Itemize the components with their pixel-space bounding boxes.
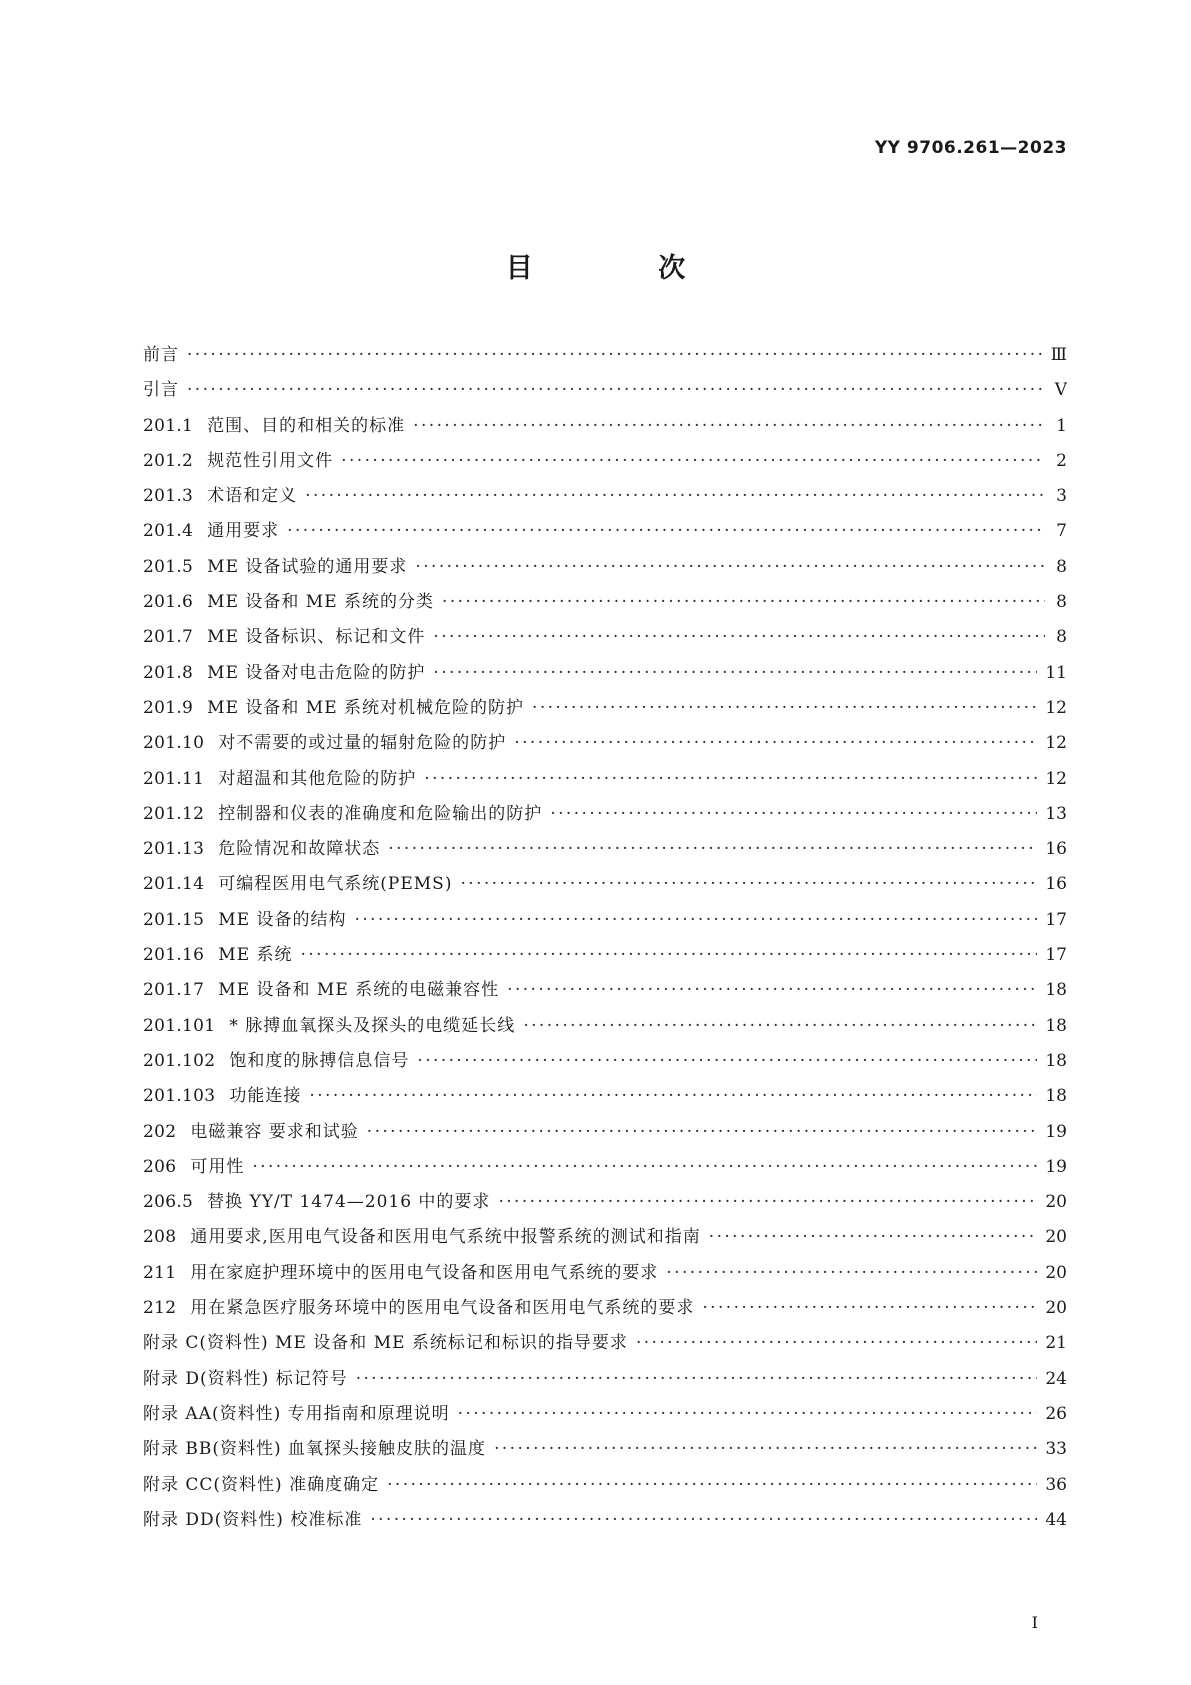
toc-entry-page: 20 bbox=[1045, 1192, 1067, 1213]
toc-entry[interactable] bbox=[143, 838, 1067, 873]
toc-entry[interactable] bbox=[143, 591, 1067, 626]
toc-entry-label: 对不需要的或过量的辐射危险的防护 bbox=[218, 733, 507, 754]
toc-entry-number: 201.8 bbox=[143, 662, 194, 683]
dot-leader bbox=[413, 415, 1045, 437]
dot-leader bbox=[709, 1226, 1038, 1248]
toc-entry[interactable] bbox=[143, 1226, 1067, 1261]
toc-entry[interactable] bbox=[143, 1121, 1067, 1156]
toc-entry-label: 控制器和仪表的准确度和危险输出的防护 bbox=[218, 803, 543, 824]
dot-leader bbox=[341, 450, 1045, 472]
toc-entry-label: 饱和度的脉搏信息信号 bbox=[229, 1050, 410, 1071]
toc-entry-label: 附录 D(资料性) 标记符号 bbox=[143, 1368, 348, 1389]
toc-entry[interactable] bbox=[143, 1438, 1067, 1473]
toc-entry-label: 用在紧急医疗服务环境中的医用电气设备和医用电气系统的要求 bbox=[190, 1298, 695, 1319]
toc-entry-page: 21 bbox=[1045, 1333, 1067, 1354]
dot-leader bbox=[498, 1191, 1037, 1213]
toc-entry-number: 201.12 bbox=[143, 803, 205, 824]
toc-entry[interactable] bbox=[143, 1191, 1067, 1226]
toc-entry[interactable] bbox=[143, 909, 1067, 944]
toc-entry-page: 13 bbox=[1045, 803, 1067, 824]
toc-entry-label: ME 设备标识、标记和文件 bbox=[207, 627, 426, 648]
dot-leader bbox=[424, 768, 1037, 790]
toc-entry-label: 附录 C(资料性) ME 设备和 ME 系统标记和标识的指导要求 bbox=[143, 1333, 628, 1354]
toc-entry-number: 201.17 bbox=[143, 980, 205, 1001]
toc-entry[interactable] bbox=[143, 944, 1067, 979]
toc-entry-label: ME 设备试验的通用要求 bbox=[207, 556, 408, 577]
dot-leader bbox=[187, 344, 1043, 366]
toc-entry-page: 12 bbox=[1045, 768, 1067, 789]
dot-leader bbox=[550, 803, 1037, 825]
page-title: 目 次 bbox=[505, 253, 744, 284]
dot-leader bbox=[309, 1085, 1037, 1107]
toc-entry-number: 201.5 bbox=[143, 556, 194, 577]
toc-entry-number: 201.4 bbox=[143, 521, 194, 542]
standard-code: YY 9706.261—2023 bbox=[874, 138, 1067, 158]
dot-leader bbox=[356, 1368, 1038, 1390]
dot-leader bbox=[355, 909, 1038, 931]
toc-entry-page: 18 bbox=[1045, 1050, 1067, 1071]
toc-entry-page: 12 bbox=[1045, 733, 1067, 754]
dot-leader bbox=[636, 1332, 1037, 1354]
dot-leader bbox=[702, 1297, 1037, 1319]
toc-entry-page: 12 bbox=[1045, 697, 1067, 718]
toc-entry-number: 208 bbox=[143, 1227, 177, 1248]
toc-entry-page: 24 bbox=[1045, 1368, 1067, 1389]
toc-entry-page: 8 bbox=[1056, 556, 1067, 577]
toc-entry-label: 附录 AA(资料性) 专用指南和原理说明 bbox=[143, 1403, 450, 1424]
toc-entry-page: 8 bbox=[1056, 592, 1067, 613]
dot-leader bbox=[442, 591, 1045, 613]
table-of-contents bbox=[143, 344, 1067, 1544]
toc-entry-number: 201.6 bbox=[143, 592, 194, 613]
toc-entry-label: 规范性引用文件 bbox=[207, 450, 334, 471]
toc-entry-number: 201.14 bbox=[143, 874, 205, 895]
toc-entry[interactable] bbox=[143, 520, 1067, 555]
dot-leader bbox=[417, 1050, 1037, 1072]
toc-entry-number: 206.5 bbox=[143, 1192, 194, 1213]
toc-entry[interactable] bbox=[143, 485, 1067, 520]
toc-entry[interactable] bbox=[143, 979, 1067, 1014]
dot-leader bbox=[370, 1509, 1037, 1531]
dot-leader bbox=[387, 1474, 1037, 1496]
dot-leader bbox=[666, 1262, 1037, 1284]
page-number: Ⅰ bbox=[1031, 1613, 1038, 1632]
dot-leader bbox=[532, 697, 1037, 719]
dot-leader bbox=[514, 732, 1037, 754]
toc-entry-page: 2 bbox=[1056, 450, 1067, 471]
toc-entry-number: 201.2 bbox=[143, 450, 194, 471]
toc-entry-label: 前言 bbox=[143, 345, 179, 365]
toc-entry[interactable] bbox=[143, 1474, 1067, 1509]
toc-entry[interactable] bbox=[143, 556, 1067, 591]
toc-entry[interactable] bbox=[143, 626, 1067, 661]
toc-entry-page: 16 bbox=[1045, 839, 1067, 860]
toc-entry-page: 19 bbox=[1045, 1156, 1067, 1177]
toc-entry-number: 201.15 bbox=[143, 909, 205, 930]
toc-entry-label: ME 设备对电击危险的防护 bbox=[207, 662, 426, 683]
dot-leader bbox=[415, 556, 1045, 578]
toc-entry-number: 201.102 bbox=[143, 1050, 216, 1071]
toc-entry[interactable] bbox=[143, 662, 1067, 697]
toc-entry-number: 211 bbox=[143, 1262, 177, 1283]
toc-entry[interactable] bbox=[143, 450, 1067, 485]
toc-entry[interactable] bbox=[143, 1368, 1067, 1403]
toc-entry-page: 1 bbox=[1056, 415, 1067, 436]
toc-entry-page: 17 bbox=[1045, 909, 1067, 930]
toc-entry-number: 201.13 bbox=[143, 839, 205, 860]
dot-leader bbox=[388, 838, 1037, 860]
toc-entry-label: 替换 YY/T 1474—2016 中的要求 bbox=[207, 1192, 491, 1213]
toc-entry-label: 功能连接 bbox=[229, 1086, 302, 1107]
toc-entry-page: 26 bbox=[1045, 1403, 1067, 1424]
toc-entry-label: ME 设备和 ME 系统对机械危险的防护 bbox=[207, 697, 525, 718]
toc-entry-page: 20 bbox=[1045, 1227, 1067, 1248]
toc-entry-number: 212 bbox=[143, 1298, 177, 1319]
toc-entry-number: 202 bbox=[143, 1121, 177, 1142]
dot-leader bbox=[287, 520, 1045, 542]
toc-entry-page: Ⅴ bbox=[1054, 380, 1067, 401]
dot-leader bbox=[460, 873, 1037, 895]
toc-entry[interactable] bbox=[143, 1509, 1067, 1544]
toc-entry-label: ME 设备和 ME 系统的分类 bbox=[207, 592, 435, 613]
dot-leader bbox=[305, 485, 1045, 507]
toc-entry[interactable] bbox=[143, 768, 1067, 803]
toc-entry[interactable] bbox=[143, 1262, 1067, 1297]
toc-entry[interactable] bbox=[143, 1403, 1067, 1438]
toc-entry-number: 201.1 bbox=[143, 415, 194, 436]
toc-entry-label: ME 设备和 ME 系统的电磁兼容性 bbox=[218, 980, 500, 1001]
toc-entry[interactable] bbox=[143, 379, 1067, 414]
toc-entry-number: 201.103 bbox=[143, 1086, 216, 1107]
toc-entry-page: 20 bbox=[1045, 1262, 1067, 1283]
toc-entry-number: 201.7 bbox=[143, 627, 194, 648]
toc-entry[interactable] bbox=[143, 1015, 1067, 1050]
toc-entry-label: 通用要求,医用电气设备和医用电气系统中报警系统的测试和指南 bbox=[190, 1227, 701, 1248]
toc-entry-label: * 脉搏血氧探头及探头的电缆延长线 bbox=[229, 1015, 516, 1036]
toc-entry[interactable] bbox=[143, 1050, 1067, 1085]
toc-entry-page: 19 bbox=[1045, 1121, 1067, 1142]
toc-entry-page: 7 bbox=[1056, 521, 1067, 542]
toc-entry[interactable] bbox=[143, 732, 1067, 767]
toc-entry[interactable] bbox=[143, 873, 1067, 908]
toc-entry-page: 36 bbox=[1045, 1474, 1067, 1495]
toc-entry-page: 18 bbox=[1045, 980, 1067, 1001]
dot-leader bbox=[458, 1403, 1038, 1425]
toc-entry[interactable] bbox=[143, 803, 1067, 838]
dot-leader bbox=[433, 662, 1037, 684]
toc-entry-page: 20 bbox=[1045, 1298, 1067, 1319]
toc-entry-page: 18 bbox=[1045, 1086, 1067, 1107]
toc-entry-label: 危险情况和故障状态 bbox=[218, 839, 381, 860]
dot-leader bbox=[367, 1121, 1038, 1143]
toc-entry[interactable] bbox=[143, 1332, 1067, 1367]
toc-entry[interactable] bbox=[143, 415, 1067, 450]
dot-leader bbox=[252, 1156, 1037, 1178]
toc-entry-label: 可编程医用电气系统(PEMS) bbox=[218, 874, 453, 895]
toc-entry-number: 201.101 bbox=[143, 1015, 216, 1036]
toc-entry-page: 44 bbox=[1045, 1509, 1067, 1530]
toc-entry-label: ME 设备的结构 bbox=[218, 909, 347, 930]
toc-entry-page: 18 bbox=[1045, 1015, 1067, 1036]
toc-entry-label: 电磁兼容 要求和试验 bbox=[190, 1121, 359, 1142]
toc-entry-label: 通用要求 bbox=[207, 521, 280, 542]
toc-entry[interactable] bbox=[143, 1085, 1067, 1120]
dot-leader bbox=[523, 1015, 1037, 1037]
toc-entry-label: 附录 BB(资料性) 血氧探头接触皮肤的温度 bbox=[143, 1439, 487, 1460]
toc-entry-page: 17 bbox=[1045, 945, 1067, 966]
toc-entry-page: 16 bbox=[1045, 874, 1067, 895]
toc-entry-label: 引言 bbox=[143, 380, 179, 401]
toc-entry-page: 33 bbox=[1045, 1439, 1067, 1460]
dot-leader bbox=[507, 979, 1037, 1001]
toc-entry-label: 可用性 bbox=[190, 1156, 245, 1177]
toc-entry[interactable] bbox=[143, 344, 1067, 379]
toc-entry-page: 3 bbox=[1056, 486, 1067, 507]
toc-entry-number: 201.3 bbox=[143, 486, 194, 507]
toc-entry-number: 206 bbox=[143, 1156, 177, 1177]
toc-entry-page: 11 bbox=[1045, 662, 1067, 683]
toc-entry-label: ME 系统 bbox=[218, 945, 293, 966]
toc-entry-page: 8 bbox=[1056, 627, 1067, 648]
toc-entry-number: 201.9 bbox=[143, 697, 194, 718]
toc-entry[interactable] bbox=[143, 1297, 1067, 1332]
toc-entry[interactable] bbox=[143, 697, 1067, 732]
toc-entry[interactable] bbox=[143, 1156, 1067, 1191]
toc-entry-label: 对超温和其他危险的防护 bbox=[218, 768, 417, 789]
toc-entry-label: 范围、目的和相关的标准 bbox=[207, 415, 406, 436]
dot-leader bbox=[301, 944, 1038, 966]
toc-entry-label: 用在家庭护理环境中的医用电气设备和医用电气系统的要求 bbox=[190, 1262, 659, 1283]
toc-entry-label: 术语和定义 bbox=[207, 486, 298, 507]
dot-leader bbox=[187, 379, 1045, 401]
toc-entry-number: 201.16 bbox=[143, 945, 205, 966]
toc-entry-label: 附录 DD(资料性) 校准标准 bbox=[143, 1509, 363, 1530]
toc-entry-label: 附录 CC(资料性) 准确度确定 bbox=[143, 1474, 380, 1495]
dot-leader bbox=[433, 626, 1045, 648]
dot-leader bbox=[494, 1438, 1037, 1460]
toc-entry-number: 201.10 bbox=[143, 733, 205, 754]
toc-entry-number: 201.11 bbox=[143, 768, 205, 789]
toc-entry-page: Ⅲ bbox=[1050, 345, 1067, 365]
